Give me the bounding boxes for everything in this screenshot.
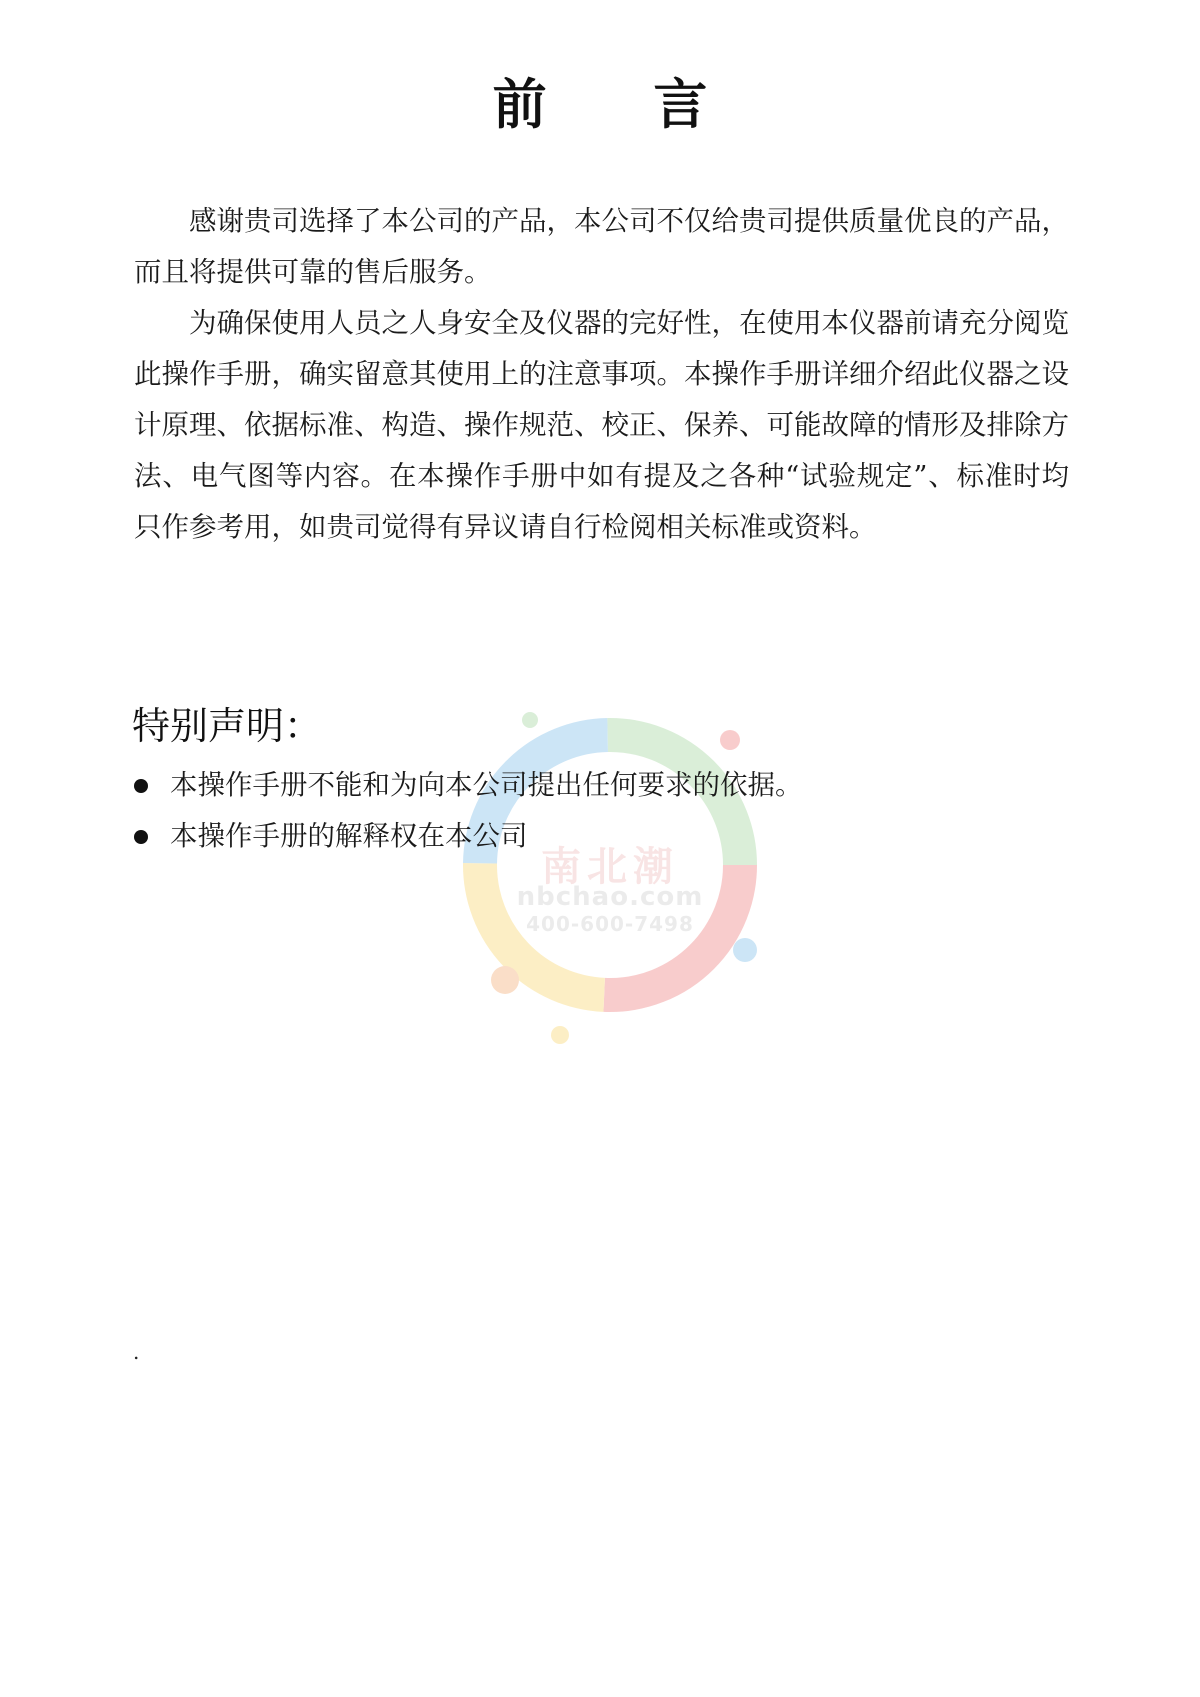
preface-body [134,196,1069,553]
special-notice-heading: 特别声明： [132,704,323,748]
list-item [134,760,1069,811]
page-title: 前 言 [492,72,752,136]
notice-item-text: 本操作手册不能和为向本公司提出任何要求的依据。 [170,769,803,801]
watermark-phone: 400-600-7498 [526,912,694,936]
preface-paragraph-2: 为确保使用人员之人身安全及仪器的完好性，在使用本仪器前请充分阅览此操作手册，确实留意其使用上的注意事项。本操作手册详细介绍此仪器之设计原理、依据标准、构造、操作规范、校正、保养、可能故障的情形及排除方法、电气图等内容。在本操作手册中如有提及之各种“试验规定”、标准时均只作参考用，如贵司觉得有异议请自行检阅相关标准或资料。 [134,307,1069,543]
watermark-site: nbchao.com [516,882,704,912]
notice-item-text: 本操作手册的解释权在本公司 [170,820,528,852]
watermark-name: 南北潮 [541,844,679,890]
watermark-drop [522,712,538,728]
preface-paragraph-1: 感谢贵司选择了本公司的产品，本公司不仅给贵司提供质量优良的产品，而且将提供可靠的售后服务。 [134,205,1069,288]
bullet-icon [134,830,148,844]
list-item [134,811,1069,862]
bullet-icon [134,779,148,793]
special-notice-list [134,760,1069,862]
watermark-drop [491,966,519,994]
watermark-drop [720,730,740,750]
watermark-drop [733,938,757,962]
watermark-drop [551,1026,569,1044]
stray-mark: . [133,1340,140,1364]
